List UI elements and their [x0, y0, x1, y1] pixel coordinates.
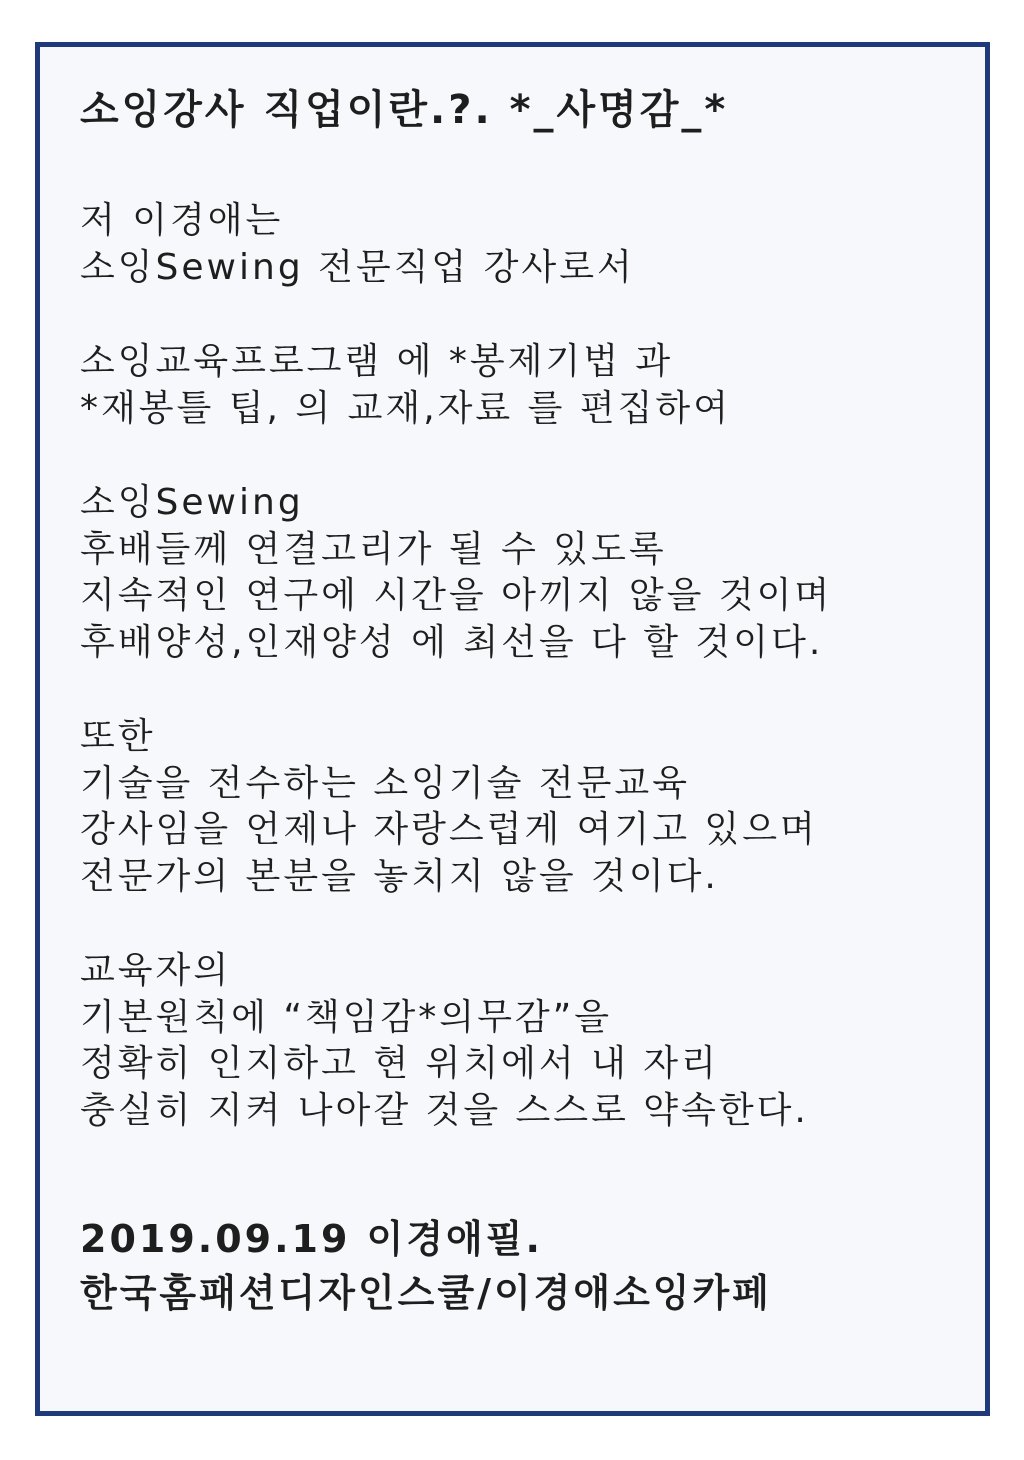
signature-block [80, 1212, 984, 1320]
text-line: 강사임을 언제나 자랑스럽게 여기고 있으며 [80, 809, 818, 850]
text-line: 정확히 인지하고 현 위치에서 내 자리 [80, 1043, 719, 1084]
text-line: 소잉Sewing 전문직업 강사로서 [80, 246, 635, 288]
text-line: 후배양성,인재양성 에 최선을 다 할 것이다. [80, 621, 824, 663]
paragraph-sewing [80, 480, 984, 666]
text-line: 충실히 지켜 나아갈 것을 스스로 약속한다. [80, 1089, 809, 1131]
text-line: 교육자의 [80, 950, 232, 991]
paragraph-intro [80, 198, 984, 291]
text-line: 소잉교육프로그램 에 *봉제기법 과 [80, 341, 674, 382]
text-line: 저 이경애는 [80, 200, 284, 241]
signature-date: 2019.09.19 이경애필. [80, 1217, 543, 1261]
document-title: 소잉강사 직업이란.?. *_사명감_* [80, 87, 729, 133]
paragraph-also [80, 714, 984, 900]
document-content [80, 82, 984, 1320]
paragraph-educator [80, 948, 984, 1134]
text-line: 후배들께 연결고리가 될 수 있도록 [80, 528, 667, 570]
text-line: 지속적인 연구에 시간을 아끼지 않을 것이며 [80, 575, 833, 616]
text-line: *재봉틀 팁, 의 교재,자료 를 편집하여 [80, 387, 731, 429]
signature-organization: 한국홈패션디자인스쿨/이경애소잉카페 [80, 1271, 772, 1315]
text-line: 기본원칙에 “책임감*의무감”을 [80, 996, 613, 1038]
text-line: 또한 [80, 716, 156, 757]
text-line: 기술을 전수하는 소잉기술 전문교육 [80, 762, 690, 804]
text-line: 전문가의 본분을 놓치지 않을 것이다. [80, 855, 719, 897]
paragraph-program [80, 339, 984, 432]
text-line: 소잉Sewing [80, 482, 304, 523]
